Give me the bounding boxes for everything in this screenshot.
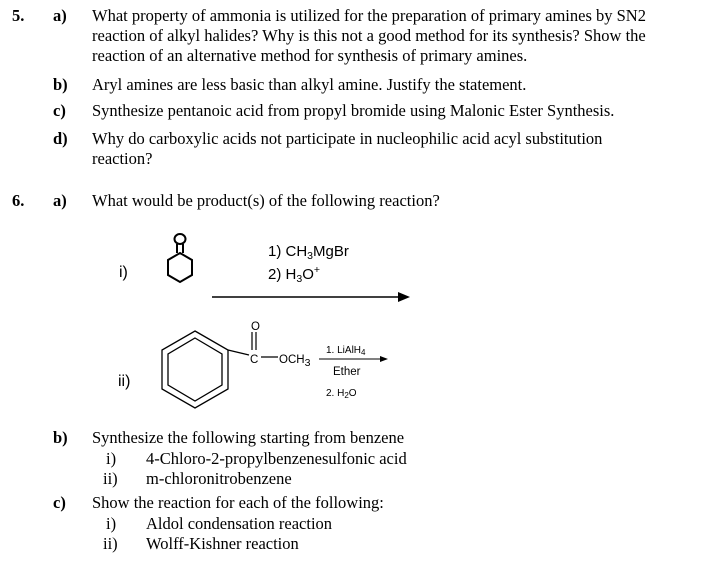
q5-part-c-text: Synthesize pentanoic acid from propyl bromide using Malonic Ester Synthesis.	[92, 101, 615, 120]
q5-part-d-label: d)	[53, 129, 68, 148]
q6-part-c-item-1-label: i)	[106, 514, 117, 533]
q6-part-a-label: a)	[53, 191, 67, 210]
q5-part-a-line-1: What property of ammonia is utilized for the preparation of primary amines by SN2	[92, 6, 646, 25]
q6-part-a-text: What would be product(s) of the following reaction?	[92, 191, 440, 210]
q6-part-b-item-2-label: ii)	[103, 469, 118, 488]
carbonyl-carbon-atom: C	[250, 354, 259, 366]
q5-part-b-text: Aryl amines are less basic than alkyl amine. Justify the statement.	[92, 75, 527, 94]
reaction-2-label: ii)	[118, 373, 131, 390]
q6-part-c-item-2-text: Wolff-Kishner reaction	[146, 534, 299, 553]
q6-part-c-label: c)	[53, 493, 66, 512]
reaction-2-solvent: Ether	[333, 366, 361, 378]
q5-part-c-label: c)	[53, 101, 66, 120]
q5-part-a-label: a)	[53, 6, 67, 25]
reaction-1-label: i)	[119, 264, 128, 281]
carbonyl-oxygen-atom: O	[251, 321, 260, 333]
reaction-2-arrow	[319, 356, 388, 362]
q6-part-b-item-1-label: i)	[106, 449, 117, 468]
benzene-ring-structure	[162, 331, 249, 408]
q6-part-b-item-2-text: m-chloronitrobenzene	[146, 469, 292, 488]
reaction-1-arrow	[212, 292, 410, 302]
question-6-number: 6.	[12, 191, 25, 210]
reaction-1-step-1: 1) $CH_3MgBr$	[268, 243, 349, 262]
q6-part-b-item-1-text: 4-Chloro-2-propylbenzenesulfonic acid	[146, 449, 407, 468]
q5-part-a-line-3: reaction of an alternative method for synthesis of primary amines.	[92, 46, 528, 65]
cyclohexanone-structure	[168, 234, 192, 282]
q5-part-d-line-1: Why do carboxylic acids not participate in nucleophilic acid acyl substitution	[92, 129, 603, 148]
ester-bonds	[252, 332, 278, 357]
q6-part-b-text: Synthesize the following starting from benzene	[92, 428, 405, 447]
q6-part-c-item-1-text: Aldol condensation reaction	[146, 514, 333, 533]
question-5-number: 5.	[12, 6, 25, 25]
q5-part-d-line-2: reaction?	[92, 149, 153, 168]
q6-part-b-label: b)	[53, 428, 68, 447]
methoxy-group: OCH3	[279, 354, 311, 369]
q5-part-b-label: b)	[53, 75, 68, 94]
reaction-2-step-1: 1. LiAlH$_4$	[326, 345, 366, 357]
q6-part-c-text: Show the reaction for each of the following:	[92, 493, 384, 512]
q5-part-a-line-2: reaction of alkyl halides? Why is this not a good method for its synthesis? Show the	[92, 26, 646, 45]
reaction-2-step-2: 2. $H_2O$	[326, 388, 357, 400]
reaction-1-step-2: 2) $H_3O^+$	[268, 264, 320, 285]
q6-part-c-item-2-label: ii)	[103, 534, 118, 553]
